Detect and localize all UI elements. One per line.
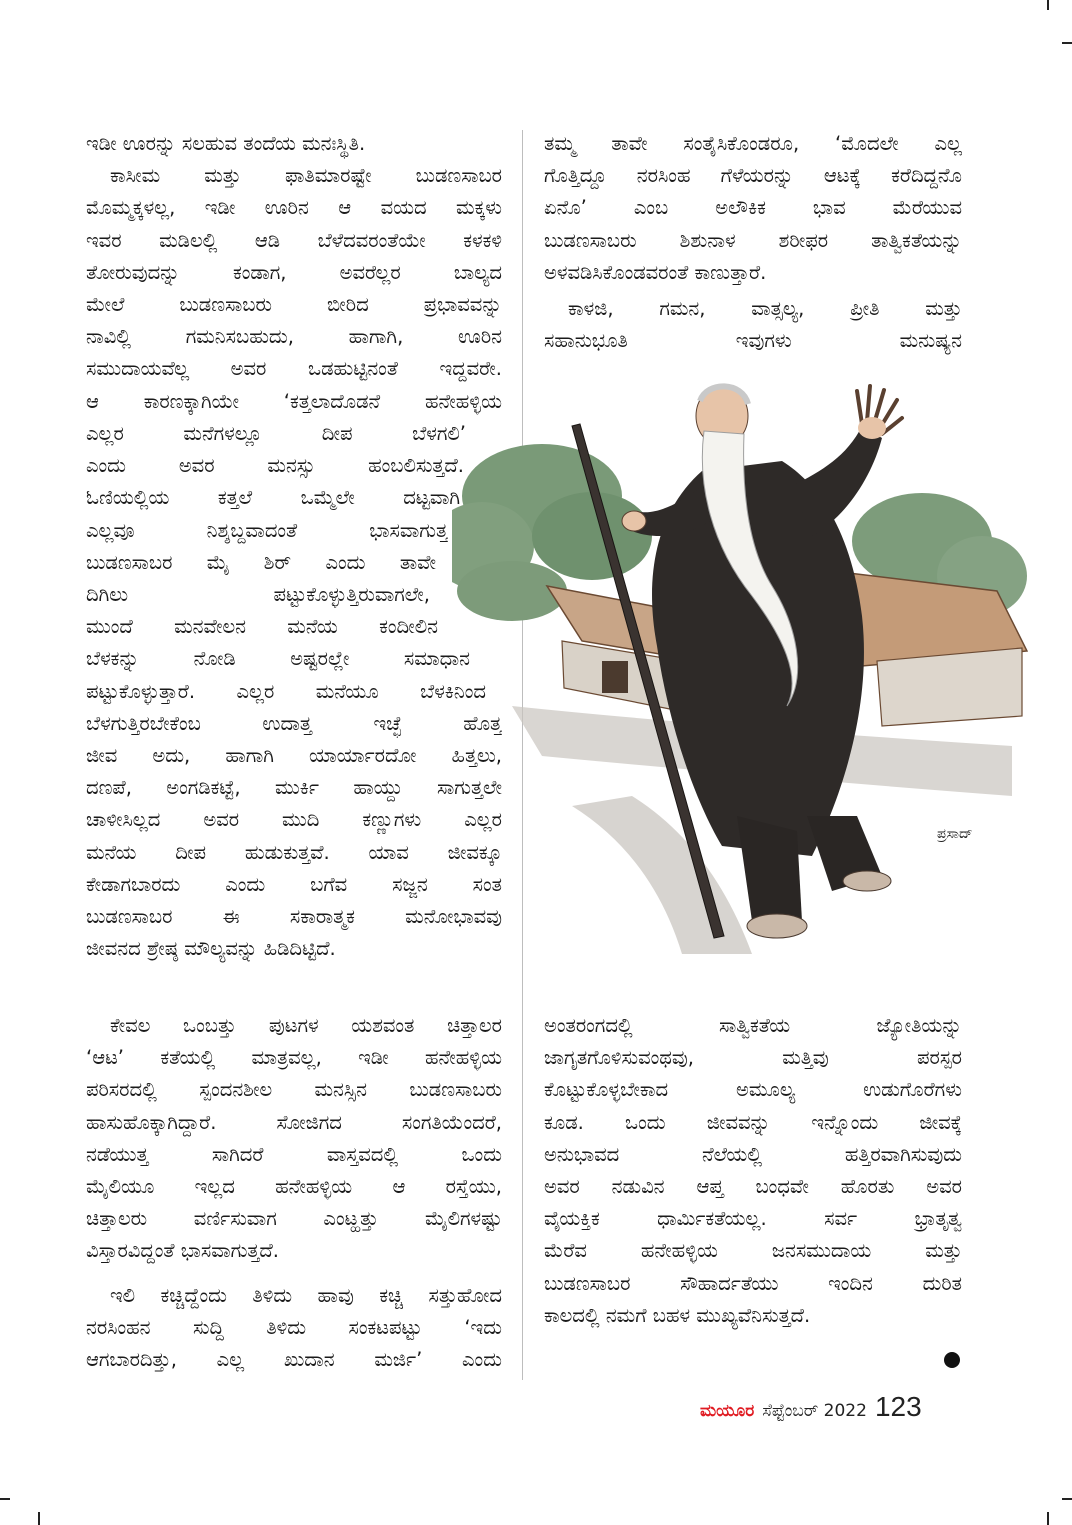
left-column-p3 [86,1010,502,1268]
body-line: ಮೆರೆವ ಹನೇಹಳ್ಳಿಯ ಜನಸಮುದಾಯ ಮತ್ತು [544,1239,962,1263]
left-column-top [86,128,502,418]
body-line: ಪರಿಸರದಲ್ಲಿ ಸ್ಪಂದನಶೀಲ ಮನಸ್ಸಿನ ಬುಡಣಸಾಬರು [86,1078,502,1102]
left-column-p4 [86,1280,502,1377]
crop-mark [1062,42,1072,44]
body-line: ಸಮುದಾಯವೆಲ್ಲ ಅವರ ಒಡಹುಟ್ಟಿನಂತೆ ಇದ್ದವರೇ. [86,357,502,381]
body-line: ಮುಂದೆ ಮನವೇಲನ ಮನೆಯ ಕಂದೀಲಿನ [86,615,438,639]
crop-mark [1047,0,1049,10]
body-line: ಆ ಕಾರಣಕ್ಕಾಗಿಯೇ ‘ಕತ್ತಲಾದೊಡನೆ ಹನೇಹಳ್ಳಿಯ [86,389,502,413]
body-line: ಎಲ್ಲರ ಮನೆಗಳಲ್ಲೂ ದೀಪ ಬೆಳಗಲಿ’ [86,422,466,445]
body-line: ಮೇಲೆ ಬುಡಣಸಾಬರು ಬೀರಿದ ಪ್ರಭಾವವನ್ನು [86,293,502,317]
body-line: ಬೆಳಗುತ್ತಿರಬೇಕೆಂಬ ಉದಾತ್ತ ಇಚ್ಛೆ ಹೊತ್ತ [86,711,502,735]
body-line: ಕಾಸೀಮ ಮತ್ತು ಫಾತಿಮಾರಷ್ಟೇ ಬುಡಣಸಾಬರ [110,164,502,188]
body-line: ಪಟ್ಟುಕೊಳ್ಳುತ್ತಾರೆ. ಎಲ್ಲರ ಮನೆಯೂ ಬೆಳಕಿನಿಂದ [86,679,486,703]
left-column-wrap [86,418,502,965]
body-line: ಅಳವಡಿಸಿಕೊಂಡವರಂತೆ ಕಾಣುತ್ತಾರೆ. [544,260,767,284]
body-line: ಸಹಾನುಭೂತಿ ಇವುಗಳು ಮನುಷ್ಯನ [544,329,962,353]
body-line: ಅಂತರಂಗದಲ್ಲಿ ಸಾತ್ವಿಕತೆಯ ಜ್ಯೋತಿಯನ್ನು [544,1014,962,1037]
body-line: ಮೈಲಿಯೂ ಇಲ್ಲದ ಹನೇಹಳ್ಳಿಯ ಆ ರಸ್ತೆಯು, [86,1175,502,1199]
body-line: ಇಡೀ ಊರನ್ನು ಸಲಹುವ ತಂದೆಯ ಮನಃಸ್ಥಿತಿ. [86,132,366,155]
body-line: ಕೇಡಾಗಬಾರದು ಎಂದು ಬಗೆವ ಸಜ್ಜನ ಸಂತ [86,872,502,896]
body-line: ವೈಯಕ್ತಿಕ ಧಾರ್ಮಿಕತೆಯಲ್ಲ. ಸರ್ವ ಭ್ರಾತೃತ್ವ [544,1207,962,1231]
body-line: ‘ಆಟ’ ಕತೆಯಲ್ಲಿ ಮಾತ್ರವಲ್ಲ, ಇಡೀ ಹನೇಹಳ್ಳಿಯ [86,1046,502,1070]
body-line: ಕೇವಲ ಒಂಬತ್ತು ಪುಟಗಳ ಯಶವಂತ ಚಿತ್ತಾಲರ [110,1014,502,1037]
body-line: ತೋರುವುದನ್ನು ಕಂಡಾಗ, ಅವರೆಲ್ಲರ ಬಾಲ್ಯದ [86,260,502,284]
page-number: 123 [874,1391,922,1422]
page-footer [700,1391,922,1431]
body-line: ಕೊಟ್ಟುಕೊಳ್ಳಬೇಕಾದ ಅಮೂಲ್ಯ ಉಡುಗೊರೆಗಳು [544,1078,962,1102]
body-line: ನಾವಿಲ್ಲಿ ಗಮನಿಸಬಹುದು, ಹಾಗಾಗಿ, ಊರಿನ [86,325,502,349]
body-line: ಮನೆಯ ದೀಪ ಹುಡುಕುತ್ತವೆ. ಯಾವ ಜೀವಕ್ಕೂ [86,840,502,864]
body-line: ತಮ್ಮ ತಾವೇ ಸಂತೈಸಿಕೊಂಡರೂ, ‘ಮೊದಲೇ ಎಲ್ಲ [544,132,962,155]
end-of-article-bullet [944,1352,960,1368]
body-line: ದಿಗಿಲು ಪಟ್ಟುಕೊಳ್ಳುತ್ತಿರುವಾಗಲೇ, [86,583,430,607]
body-line: ಬುಡಣಸಾಬರು ಶಿಶುನಾಳ ಶರೀಫರ ತಾತ್ವಿಕತೆಯನ್ನು [544,228,962,252]
artist-signature: ಪ್ರಸಾದ್ [937,826,973,842]
body-line: ವಿಸ್ತಾರವಿದ್ದಂತೆ ಭಾಸವಾಗುತ್ತದೆ. [86,1239,279,1263]
body-line: ಎಂದು ಅವರ ಮನಸ್ಸು ಹಂಬಲಿಸುತ್ತದೆ. [86,454,464,478]
body-line: ಹಾಸುಹೊಕ್ಕಾಗಿದ್ದಾರೆ. ಸೋಜಿಗದ ಸಂಗತಿಯೆಂದರೆ, [86,1110,502,1134]
body-line: ಬುಡಣಸಾಬರ ಈ ಸಕಾರಾತ್ಮಕ ಮನೋಭಾವವು [86,905,502,929]
magazine-brand: ಮಯೂರ [700,1401,755,1421]
body-line: ಗೊತ್ತಿದ್ದೂ ನರಸಿಂಹ ಗೆಳೆಯರನ್ನು ಆಟಕ್ಕೆ ಕರೆದಿದ್ದನೊ [544,164,962,188]
right-column-bottom [544,1010,962,1332]
body-line: ಜೀವನದ ಶ್ರೇಷ್ಠ ಮೌಲ್ಯವನ್ನು ಹಿಡಿದಿಟ್ಟಿದೆ. [86,937,336,961]
body-line: ಕೂಡ. ಒಂದು ಜೀವವನ್ನು ಇನ್ನೊಂದು ಜೀವಕ್ಕೆ [544,1110,962,1134]
body-line: ಏನೊ’ ಎಂಬ ಅಲೌಕಿಕ ಭಾವ ಮೆರೆಯುವ [544,196,962,220]
body-line: ಓಣಿಯಲ್ಲಿಯ ಕತ್ತಲೆ ಒಮ್ಮೆಲೇ ದಟ್ಟವಾಗಿ [86,486,460,510]
body-line: ಕಾಳಜಿ, ಗಮನ, ವಾತ್ಸಲ್ಯ, ಪ್ರೀತಿ ಮತ್ತು [568,297,962,321]
body-line: ದಣಪೆ, ಅಂಗಡಿಕಟ್ಟೆ, ಮುರ್ಕಿ ಹಾಯ್ದು ಸಾಗುತ್ತಲೇ [86,776,502,800]
sage-illustration [452,376,1028,956]
crop-mark [1047,1512,1049,1525]
body-line: ಆಗಬಾರದಿತ್ತು, ಎಲ್ಲ ಖುದಾನ ಮರ್ಜಿ’ ಎಂದು [86,1348,502,1372]
body-line: ಎಲ್ಲವೂ ನಿಶ್ಶಬ್ದವಾದಂತೆ ಭಾಸವಾಗುತ್ತ [86,518,448,542]
body-line: ನರಸಿಂಹನ ಸುದ್ದಿ ತಿಳಿದು ಸಂಕಟಪಟ್ಟು ‘ಇದು [86,1316,502,1340]
body-line: ಮೊಮ್ಮಕ್ಕಳಲ್ಲ, ಇಡೀ ಊರಿನ ಆ ವಯದ ಮಕ್ಕಳು [86,196,502,220]
issue-date: ಸೆಪ್ಟೆಂಬರ್ 2022 [762,1401,867,1421]
body-line: ಇವರ ಮಡಿಲಲ್ಲಿ ಆಡಿ ಬೆಳೆದವರಂತೆಯೇ ಕಳಕಳಿ [86,228,502,252]
body-line: ನಡೆಯುತ್ತ ಸಾಗಿದರೆ ವಾಸ್ತವದಲ್ಲಿ ಒಂದು [86,1142,502,1166]
crop-mark [1062,1498,1072,1500]
body-line: ಕಾಲದಲ್ಲಿ ನಮಗೆ ಬಹಳ ಮುಖ್ಯವೆನಿಸುತ್ತದೆ. [544,1303,811,1327]
crop-mark [38,1512,40,1525]
body-line: ಬುಡಣಸಾಬರ ಮೈ ಶಿರ್ ಎಂದು ತಾವೇ [86,550,436,574]
body-line: ಚಾಳೀಸಿಲ್ಲದ ಅವರ ಮುದಿ ಕಣ್ಣುಗಳು ಎಲ್ಲರ [86,808,502,832]
body-line: ಬೆಳಕನ್ನು ನೋಡಿ ಅಷ್ಟರಲ್ಲೇ ಸಮಾಧಾನ [86,647,470,671]
crop-mark [0,1498,10,1500]
body-line: ಇಲಿ ಕಚ್ಚಿದ್ದೆಂದು ತಿಳಿದು ಹಾವು ಕಚ್ಚಿ ಸತ್ತುಹೋದ [110,1284,502,1307]
body-line: ಜೀವ ಅದು, ಹಾಗಾಗಿ ಯಾರ್ಯಾರದೋ ಹಿತ್ತಲು, [86,744,502,768]
body-line: ಅವರ ನಡುವಿನ ಆಪ್ತ ಬಂಧವೇ ಹೊರತು ಅವರ [544,1175,962,1199]
right-column-top [544,128,962,357]
body-line: ಅನುಭಾವದ ನೆಲೆಯಲ್ಲಿ ಹತ್ತಿರವಾಗಿಸುವುದು [544,1142,962,1166]
body-line: ಚಿತ್ತಾಲರು ವರ್ಣಿಸುವಾಗ ಎಂಟ್ಹತ್ತು ಮೈಲಿಗಳಷ್ಟು [86,1207,502,1231]
body-line: ಬುಡಣಸಾಬರ ಸೌಹಾರ್ದತೆಯು ಇಂದಿನ ದುರಿತ [544,1271,962,1295]
body-line: ಜಾಗೃತಗೊಳಿಸುವಂಥವು, ಮತ್ತಿವು ಪರಸ್ಪರ [544,1046,962,1070]
